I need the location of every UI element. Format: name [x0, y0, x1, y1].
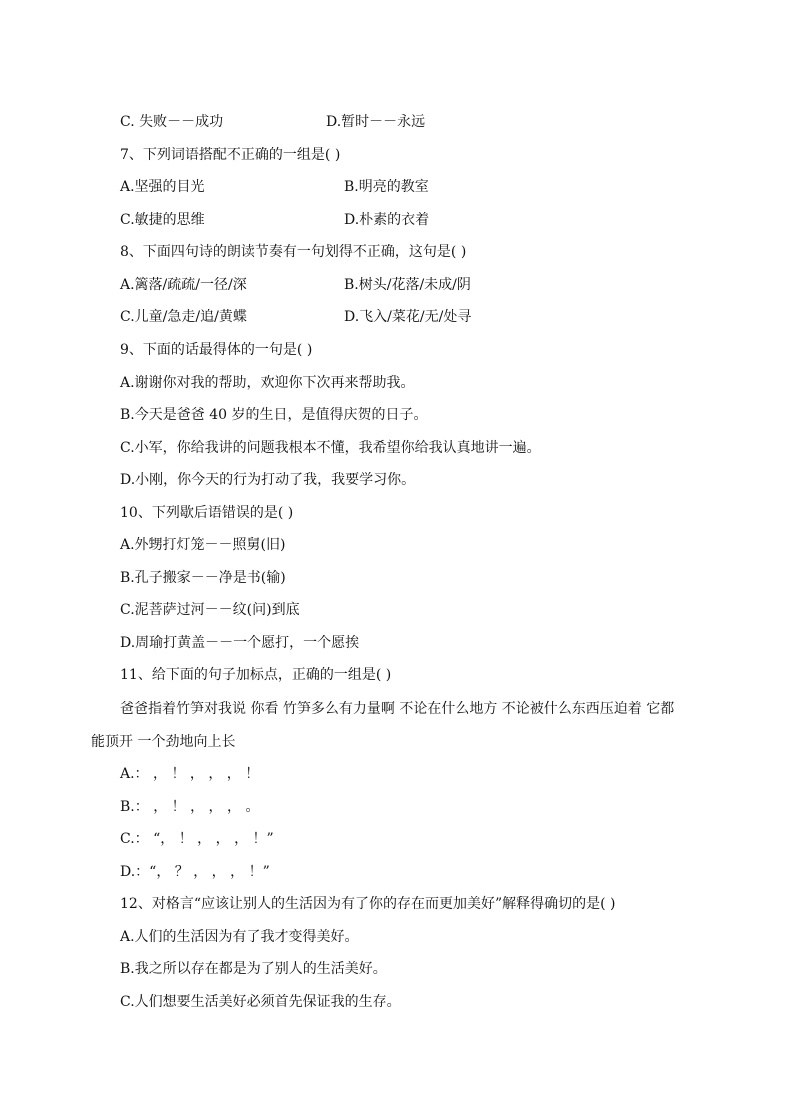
- q7-option-d: D.朴素的衣着: [344, 212, 430, 228]
- q12-option-b: B.我之所以存在都是为了别人的生活美好。: [120, 961, 387, 977]
- q8-option-b: B.树头/花落/未成/阴: [344, 277, 471, 293]
- question-11: 11、给下面的句子加标点，正确的一组是( ): [120, 667, 392, 683]
- q11-passage-line-2: 能顶开 一个劲地向上长: [91, 734, 236, 750]
- q12-option-c: C.人们想要生活美好必须首先保证我的生存。: [120, 994, 401, 1010]
- option-c-line: C. 失败－－成功: [120, 114, 224, 130]
- q11-option-b: B.： ， ！ ， ， ， 。: [120, 799, 260, 815]
- q11-option-d: D.：“， ？ ， ， ， ！”: [120, 864, 270, 880]
- q12-option-a: A.人们的生活因为有了我才变得美好。: [120, 929, 359, 945]
- q9-option-b: B.今天是爸爸 40 岁的生日，是值得庆贺的日子。: [120, 407, 428, 423]
- q9-option-d: D.小刚，你今天的行为打动了我，我要学习你。: [120, 472, 416, 488]
- question-10: 10、下列歇后语错误的是( ): [120, 505, 294, 521]
- question-12: 12、对格言“应该让别人的生活因为有了你的存在而更加美好”解释得确切的是( ): [120, 896, 616, 912]
- q10-option-c: C.泥菩萨过河－－纹(问)到底: [120, 602, 300, 618]
- q10-option-b: B.孔子搬家－－净是书(输): [120, 570, 286, 586]
- q11-option-a: A.： ， ！ ， ， ， ！: [120, 766, 260, 782]
- q7-option-b: B.明亮的教室: [344, 179, 429, 195]
- option-d-line: D.暂时－－永远: [326, 114, 426, 130]
- question-7: 7、下列词语搭配不正确的一组是( ): [120, 147, 341, 163]
- q10-option-a: A.外甥打灯笼－－照舅(旧): [120, 537, 286, 553]
- q11-passage-line-1: 爸爸指着竹笋对我说 你看 竹笋多么有力量啊 不论在什么地方 不论被什么东西压迫着 它都: [120, 701, 675, 717]
- q7-option-a: A.坚强的目光: [120, 179, 205, 195]
- question-8: 8、下面四句诗的朗读节奏有一句划得不正确，这句是( ): [120, 244, 467, 260]
- q8-option-c: C.儿童/急走/追/黄蝶: [120, 309, 247, 325]
- q9-option-c: C.小军，你给我讲的问题我根本不懂，我希望你给我认真地讲一遍。: [120, 440, 541, 456]
- q11-option-c: C.： “， ！ ， ， ， ！”: [120, 831, 274, 847]
- q8-option-a: A.篱落/疏疏/一径/深: [120, 277, 247, 293]
- q9-option-a: A.谢谢你对我的帮助，欢迎你下次再来帮助我。: [120, 375, 415, 391]
- q10-option-d: D.周瑜打黄盖－－一个愿打，一个愿挨: [120, 635, 360, 651]
- question-9: 9、下面的话最得体的一句是( ): [120, 342, 313, 358]
- q7-option-c: C.敏捷的思维: [120, 212, 205, 228]
- q8-option-d: D.飞入/菜花/无/处寻: [344, 309, 472, 325]
